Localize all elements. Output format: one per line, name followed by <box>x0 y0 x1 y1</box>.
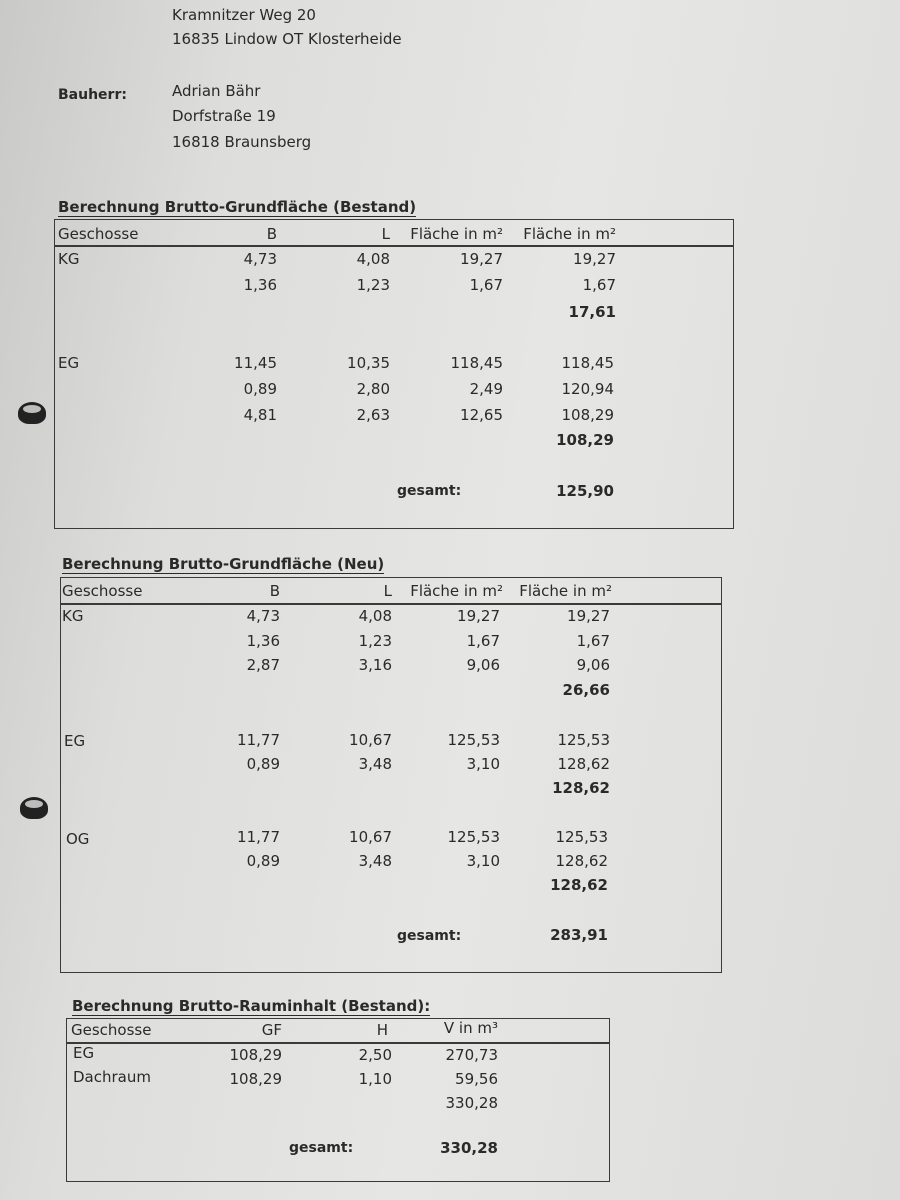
table1-kg-subtotal: 17,61 <box>568 303 616 321</box>
table2-header-flaeche-1: Fläche in m² <box>410 582 503 600</box>
address-line-1: Kramnitzer Weg 20 <box>172 6 316 24</box>
bauherr-street: Dorfstraße 19 <box>172 107 276 125</box>
table3-header-gf: GF <box>261 1021 282 1039</box>
table2-kg-row3-f: 9,06 <box>466 656 500 674</box>
table1-header-rule <box>54 245 734 247</box>
table2-total-label: gesamt: <box>397 928 462 944</box>
table2-og-row2-l: 3,48 <box>358 852 392 870</box>
punch-hole-bottom <box>20 797 48 819</box>
table2-eg-row2-b: 0,89 <box>246 755 280 773</box>
table3-row2-h: 1,10 <box>358 1070 392 1088</box>
table1-kg-label: KG <box>58 250 80 268</box>
table1-kg-row2-b: 1,36 <box>243 276 277 294</box>
table1-kg-row2-s: 1,67 <box>582 276 616 294</box>
table1-header-flaeche-2: Fläche in m² <box>523 225 616 243</box>
punch-hole-top <box>18 402 46 424</box>
table1-kg-row2-f: 1,67 <box>469 276 503 294</box>
table2-kg-row1-s: 19,27 <box>567 607 610 625</box>
table1-eg-row3-f: 12,65 <box>460 406 503 424</box>
table2-og-label: OG <box>66 830 90 848</box>
table1-header-geschosse: Geschosse <box>58 225 139 243</box>
table1-eg-row2-b: 0,89 <box>243 380 277 398</box>
table1-eg-row2-f: 2,49 <box>469 380 503 398</box>
table1-header-flaeche-1: Fläche in m² <box>410 225 503 243</box>
table2-og-row1-b: 11,77 <box>237 828 280 846</box>
table2-kg-subtotal: 26,66 <box>562 681 610 699</box>
table1-eg-label: EG <box>58 354 80 372</box>
table2-og-row1-f: 125,53 <box>447 828 500 846</box>
table2-kg-label: KG <box>62 607 84 625</box>
table1-eg-row1-b: 11,45 <box>234 354 277 372</box>
table2-kg-row1-b: 4,73 <box>246 607 280 625</box>
table3-row1-gf: 108,29 <box>229 1046 282 1064</box>
table2-header-l: L <box>383 582 392 600</box>
table1-eg-row1-s: 118,45 <box>561 354 614 372</box>
table3-row1-h: 2,50 <box>358 1046 392 1064</box>
table2-og-row2-s: 128,62 <box>555 852 608 870</box>
table1-eg-row3-b: 4,81 <box>243 406 277 424</box>
table1-kg-row1-s: 19,27 <box>573 250 616 268</box>
table2-eg-subtotal: 128,62 <box>552 779 610 797</box>
table2-header-rule <box>60 603 722 605</box>
table1-eg-subtotal: 108,29 <box>556 431 614 449</box>
table2-og-row1-s: 125,53 <box>555 828 608 846</box>
table2-og-row1-l: 10,67 <box>349 828 392 846</box>
table1-eg-row2-s: 120,94 <box>561 380 614 398</box>
table1-eg-row2-l: 2,80 <box>356 380 390 398</box>
table1-total-label: gesamt: <box>397 483 462 499</box>
table1-eg-row3-s: 108,29 <box>561 406 614 424</box>
table2-eg-label: EG <box>64 732 86 750</box>
bauherr-name: Adrian Bähr <box>172 82 261 100</box>
table2-kg-row1-f: 19,27 <box>457 607 500 625</box>
table3-total-label: gesamt: <box>289 1140 354 1156</box>
table3-row2-v: 59,56 <box>455 1070 498 1088</box>
table2-og-row2-f: 3,10 <box>466 852 500 870</box>
table2-header-flaeche-2: Fläche in m² <box>519 582 612 600</box>
table2-eg-row1-b: 11,77 <box>237 731 280 749</box>
table1-eg-row3-l: 2,63 <box>356 406 390 424</box>
table3-title: Berechnung Brutto-Rauminhalt (Bestand): <box>72 997 431 1015</box>
table3-header-rule <box>66 1042 610 1044</box>
table2-title: Berechnung Brutto-Grundfläche (Neu) <box>62 555 385 573</box>
table3-row2-label: Dachraum <box>73 1068 151 1086</box>
table2-kg-row3-b: 2,87 <box>246 656 280 674</box>
table3-header-v: V in m³ <box>443 1019 498 1037</box>
table2-total: 283,91 <box>550 926 608 944</box>
table2-eg-row2-s: 128,62 <box>557 755 610 773</box>
table3-row2-gf: 108,29 <box>229 1070 282 1088</box>
table2-kg-row2-f: 1,67 <box>466 632 500 650</box>
table3-header-geschosse: Geschosse <box>71 1021 152 1039</box>
table1-kg-row2-l: 1,23 <box>356 276 390 294</box>
address-line-2: 16835 Lindow OT Klosterheide <box>172 30 402 48</box>
table1-title: Berechnung Brutto-Grundfläche (Bestand) <box>58 198 417 216</box>
table1-header-l: L <box>381 225 390 243</box>
table2-eg-row1-s: 125,53 <box>557 731 610 749</box>
table2-header-b: B <box>269 582 280 600</box>
table2-eg-row1-l: 10,67 <box>349 731 392 749</box>
table2-kg-row3-l: 3,16 <box>358 656 392 674</box>
table2-kg-row2-b: 1,36 <box>246 632 280 650</box>
table2-kg-row2-l: 1,23 <box>358 632 392 650</box>
table3-row1-label: EG <box>73 1044 95 1062</box>
bauherr-label: Bauherr: <box>58 87 127 103</box>
table2-kg-row1-l: 4,08 <box>358 607 392 625</box>
table2-og-row2-b: 0,89 <box>246 852 280 870</box>
table3-row1-v: 270,73 <box>445 1046 498 1064</box>
table2-header-geschosse: Geschosse <box>62 582 143 600</box>
table2-eg-row2-f: 3,10 <box>466 755 500 773</box>
table1-kg-row1-b: 4,73 <box>243 250 277 268</box>
bauherr-city: 16818 Braunsberg <box>172 133 312 151</box>
table1-header-b: B <box>266 225 277 243</box>
table1-eg-row1-f: 118,45 <box>450 354 503 372</box>
table2-kg-row2-s: 1,67 <box>576 632 610 650</box>
table1-kg-row1-l: 4,08 <box>356 250 390 268</box>
table2-eg-row2-l: 3,48 <box>358 755 392 773</box>
table1-total: 125,90 <box>556 482 614 500</box>
table2-eg-row1-f: 125,53 <box>447 731 500 749</box>
table3-header-h: H <box>376 1021 388 1039</box>
table2-kg-row3-s: 9,06 <box>576 656 610 674</box>
table1-kg-row1-f: 19,27 <box>460 250 503 268</box>
table3-subtotal: 330,28 <box>445 1094 498 1112</box>
table2-og-subtotal: 128,62 <box>550 876 608 894</box>
table1-eg-row1-l: 10,35 <box>347 354 390 372</box>
table3-total: 330,28 <box>440 1139 498 1157</box>
